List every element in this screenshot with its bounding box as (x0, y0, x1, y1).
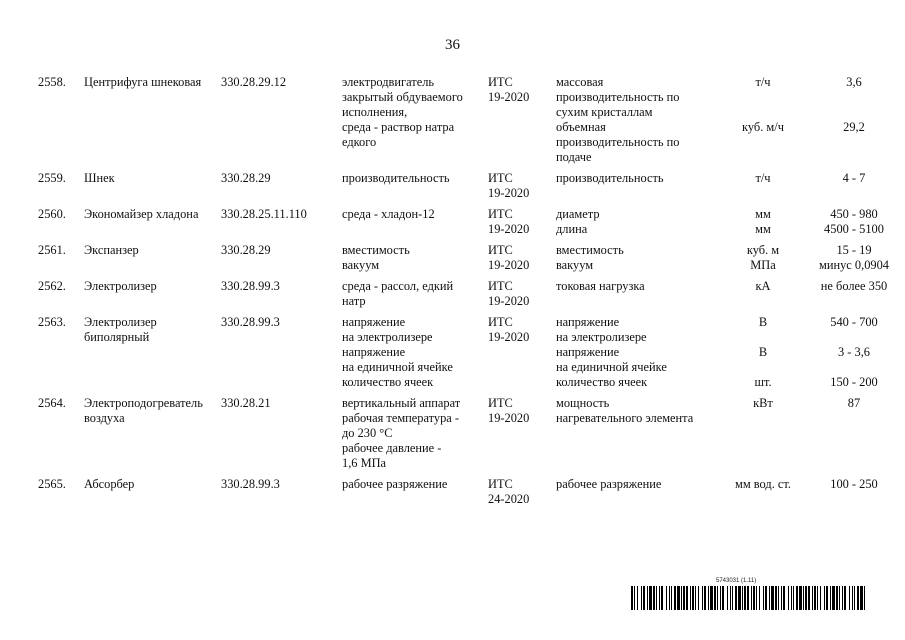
reference-doc-cell (488, 315, 556, 396)
parameter-unit-line (714, 330, 812, 345)
equipment-name-line: биполярный (84, 330, 150, 344)
equipment-name-cell (84, 315, 221, 396)
barcode-bar (765, 586, 767, 610)
parameter-unit-line: куб. м/ч (742, 120, 784, 134)
parameter-name-line: мощность (556, 396, 610, 410)
equipment-spec-cell (342, 171, 488, 207)
barcode-bar (677, 586, 680, 610)
parameter-name-line: количество ячеек (556, 375, 648, 389)
equipment-spec-line: вакуум (342, 258, 380, 272)
equipment-spec-line: вертикальный аппарат (342, 396, 461, 410)
parameter-value-line: 87 (847, 396, 861, 410)
reference-doc-line: ИТС (488, 171, 513, 185)
parameter-value-cell (812, 243, 896, 279)
parameter-unit-line (714, 150, 812, 165)
equipment-name-cell (84, 279, 221, 315)
barcode-bar (854, 586, 855, 610)
parameter-name-cell (556, 396, 714, 477)
barcode-bar (702, 586, 703, 610)
parameter-name-line: вакуум (556, 258, 594, 272)
reference-doc-line: ИТС (488, 315, 513, 329)
barcode-bar (695, 586, 696, 610)
parameter-unit-line: т/ч (755, 171, 771, 185)
equipment-spec-line: натр (342, 294, 366, 308)
barcode-bar (720, 586, 721, 610)
barcode-bar (744, 586, 746, 610)
barcode-bar (788, 586, 789, 610)
parameter-value-line: 4500 - 5100 (824, 222, 884, 236)
reference-doc-line: ИТС (488, 477, 513, 491)
equipment-spec-cell (342, 477, 488, 513)
equipment-code-line: 330.28.99.3 (221, 279, 280, 293)
equipment-spec-line: до 230 °C (342, 426, 393, 440)
parameter-name-line: производительность по (556, 90, 680, 104)
barcode-bar (778, 586, 779, 610)
equipment-spec-line: 1,6 МПа (342, 456, 387, 470)
equipment-name-cell (84, 207, 221, 243)
barcode-bar (722, 586, 724, 610)
parameter-value-cell (812, 171, 896, 207)
barcode-bar (674, 586, 676, 610)
barcode-bar (832, 586, 835, 610)
barcode-bar (735, 586, 737, 610)
equipment-name-cell (84, 477, 221, 513)
equipment-code-line: 330.28.21 (221, 396, 271, 410)
parameter-value-line: не более 350 (820, 279, 888, 293)
barcode-bar (805, 586, 807, 610)
parameter-unit-line: В (758, 315, 768, 329)
table-row (38, 315, 896, 396)
barcode-bar (683, 586, 685, 610)
barcode-bar (791, 586, 792, 610)
reference-doc-line: 19-2020 (488, 258, 530, 272)
barcode-bar (771, 586, 774, 610)
table-row (38, 477, 896, 513)
reference-doc-cell (488, 279, 556, 315)
barcode-bar (751, 586, 752, 610)
row-number-cell: 2560. (38, 207, 66, 221)
reference-doc-line: 19-2020 (488, 222, 530, 236)
parameter-value-cell (812, 477, 896, 513)
barcode-bar (756, 586, 757, 610)
equipment-code-cell (221, 243, 342, 279)
reference-doc-line: ИТС (488, 279, 513, 293)
parameter-unit-cell (714, 315, 812, 396)
barcode-bar (824, 586, 825, 610)
equipment-code-line: 330.28.99.3 (221, 477, 280, 491)
equipment-spec-line: рабочая температура - (342, 411, 460, 425)
parameter-unit-line (714, 105, 812, 120)
parameter-value-line (812, 360, 896, 375)
reference-doc-line: 19-2020 (488, 294, 530, 308)
parameter-value-line (812, 135, 896, 150)
equipment-code-cell (221, 171, 342, 207)
parameter-name-cell (556, 279, 714, 315)
barcode-bar (738, 586, 741, 610)
parameter-unit-cell (714, 75, 812, 171)
barcode-bar (769, 586, 770, 610)
barcode-bar (836, 586, 838, 610)
table-row (38, 243, 896, 279)
parameter-name-line: нагревательного элемента (556, 411, 694, 425)
parameter-value-cell (812, 207, 896, 243)
barcode-image (631, 586, 866, 610)
barcode-bar (763, 586, 764, 610)
parameter-name-cell (556, 171, 714, 207)
barcode-bar (759, 586, 760, 610)
barcode-bar (817, 586, 818, 610)
parameter-value-line: 3 - 3,6 (837, 345, 870, 359)
equipment-name-cell (84, 243, 221, 279)
parameter-name-line: подаче (556, 150, 592, 164)
reference-doc-line: 19-2020 (488, 330, 530, 344)
parameter-unit-line: мм вод. ст. (735, 477, 791, 491)
parameter-value-line: 150 - 200 (830, 375, 878, 389)
equipment-code-line: 330.28.29.12 (221, 75, 287, 89)
equipment-spec-line: рабочее давление - (342, 441, 442, 455)
parameter-name-line: рабочее разряжение (556, 477, 662, 491)
equipment-spec-cell (342, 207, 488, 243)
reference-doc-line: 19-2020 (488, 90, 530, 104)
reference-doc-cell (488, 477, 556, 513)
barcode-bar (686, 586, 688, 610)
barcode-bar (656, 586, 657, 610)
equipment-spec-line: рабочее разряжение (342, 477, 448, 491)
barcode-bar (849, 586, 850, 610)
barcode-bar (710, 586, 713, 610)
equipment-name-line: Абсорбер (84, 477, 135, 491)
equipment-spec-cell (342, 243, 488, 279)
parameter-value-line: 540 - 700 (830, 315, 878, 329)
parameter-name-line: токовая нагрузка (556, 279, 645, 293)
parameter-unit-line: кВт (753, 396, 773, 410)
page-number: 36 (445, 37, 460, 53)
parameter-value-line (812, 105, 896, 120)
row-number-cell: 2562. (38, 279, 66, 293)
equipment-spec-line: исполнения, (342, 105, 408, 119)
parameter-name-cell (556, 75, 714, 171)
reference-doc-cell (488, 396, 556, 477)
parameter-name-line: длина (556, 222, 588, 236)
parameter-unit-line: куб. м (746, 243, 780, 257)
reference-doc-line: 19-2020 (488, 186, 530, 200)
parameter-value-line (812, 330, 896, 345)
barcode-bar (641, 586, 642, 610)
equipment-name-line: Шнек (84, 171, 115, 185)
equipment-name-line: Экономайзер хладона (84, 207, 199, 221)
reference-doc-line: ИТС (488, 243, 513, 257)
equipment-spec-line: закрытый обдуваемого (342, 90, 463, 104)
parameter-name-line: напряжение (556, 345, 620, 359)
equipment-spec-line: напряжение (342, 315, 406, 329)
equipment-code-line: 330.28.29 (221, 171, 271, 185)
equipment-spec-line: вместимость (342, 243, 410, 257)
row-number-cell: 2565. (38, 477, 66, 491)
parameter-value-cell (812, 279, 896, 315)
parameter-unit-line: В (758, 345, 768, 359)
barcode-bar (803, 586, 804, 610)
reference-doc-line: ИТС (488, 75, 513, 89)
parameter-value-line: 4 - 7 (842, 171, 866, 185)
reference-doc-line: 24-2020 (488, 492, 530, 506)
barcode-bar (860, 586, 863, 610)
barcode-bar (666, 586, 667, 610)
parameter-value-line (812, 150, 896, 165)
barcode-bar (732, 586, 733, 610)
equipment-name-line: Электролизер (84, 315, 157, 329)
barcode-bar (634, 586, 635, 610)
barcode-bar (857, 586, 859, 610)
equipment-spec-line: на единичной ячейке (342, 360, 453, 374)
barcode-bar (631, 586, 633, 610)
equipment-spec-line: производительность (342, 171, 450, 185)
equipment-spec-cell (342, 315, 488, 396)
barcode-bar (844, 586, 846, 610)
equipment-spec-cell (342, 75, 488, 171)
table-row (38, 279, 896, 315)
parameter-value-cell (812, 315, 896, 396)
table-row (38, 75, 896, 171)
equipment-name-cell (84, 396, 221, 477)
parameter-value-line: 29,2 (843, 120, 865, 134)
parameter-value-line: 15 - 19 (836, 243, 872, 257)
barcode-bar (796, 586, 798, 610)
parameter-unit-cell (714, 396, 812, 477)
equipment-spec-line: едкого (342, 135, 377, 149)
equipment-code-cell (221, 207, 342, 243)
parameter-unit-cell (714, 243, 812, 279)
equipment-spec-line: среда - раствор натра (342, 120, 455, 134)
barcode-caption: 5743031 (1.11) (716, 578, 757, 584)
barcode-bar (698, 586, 699, 610)
parameter-unit-line (714, 90, 812, 105)
barcode-bar (820, 586, 821, 610)
barcode-bar (659, 586, 660, 610)
parameter-unit-line (714, 135, 812, 150)
row-number-cell: 2564. (38, 396, 66, 410)
barcode-bar (793, 586, 794, 610)
barcode-bar (812, 586, 813, 610)
parameter-name-line: производительность по (556, 135, 680, 149)
reference-doc-cell (488, 207, 556, 243)
row-number-cell: 2558. (38, 75, 66, 89)
barcode-bar (814, 586, 816, 610)
barcode-bar (692, 586, 694, 610)
barcode-bar (852, 586, 853, 610)
parameter-name-cell (556, 477, 714, 513)
table-row (38, 207, 896, 243)
equipment-code-cell (221, 477, 342, 513)
parameter-name-cell (556, 315, 714, 396)
barcode-bar (783, 586, 785, 610)
equipment-code-cell (221, 75, 342, 171)
barcode-bar (742, 586, 743, 610)
equipment-name-line: воздуха (84, 411, 125, 425)
barcode-bar (653, 586, 655, 610)
equipment-name-line: Электроподогреватель (84, 396, 203, 410)
equipment-code-line: 330.28.29 (221, 243, 271, 257)
barcode-bar (681, 586, 682, 610)
row-number-cell: 2563. (38, 315, 66, 329)
row-number-cell: 2561. (38, 243, 66, 257)
parameter-name-line: напряжение (556, 315, 620, 329)
parameter-name-line: производительность (556, 171, 664, 185)
barcode-bar (826, 586, 828, 610)
parameter-unit-line: кА (755, 279, 771, 293)
parameter-name-line: вместимость (556, 243, 624, 257)
barcode-bar (643, 586, 645, 610)
equipment-code-cell (221, 315, 342, 396)
parameter-unit-line: т/ч (755, 75, 771, 89)
barcode-bar (649, 586, 652, 610)
equipment-spec-line: электродвигатель (342, 75, 435, 89)
equipment-spec-line: на электролизере (342, 330, 433, 344)
parameter-name-line: массовая (556, 75, 604, 89)
barcode-bar (661, 586, 663, 610)
barcode-bar (753, 586, 755, 610)
barcode-bar (708, 586, 709, 610)
parameter-unit-line: МПа (750, 258, 776, 272)
table-row (38, 171, 896, 207)
barcode-bar (864, 586, 865, 610)
barcode-bar (714, 586, 716, 610)
parameter-unit-line: мм (755, 222, 771, 236)
equipment-spec-cell (342, 396, 488, 477)
reference-doc-cell (488, 75, 556, 171)
barcode-bar (647, 586, 648, 610)
parameter-value-line: 450 - 980 (830, 207, 878, 221)
barcode-bar (839, 586, 840, 610)
parameter-name-line: диаметр (556, 207, 600, 221)
barcode-bar (669, 586, 670, 610)
parameter-value-cell (812, 396, 896, 477)
parameter-value-line: минус 0,0904 (819, 258, 889, 272)
row-number-cell: 2559. (38, 171, 66, 185)
reference-doc-line: 19-2020 (488, 411, 530, 425)
barcode-bar (704, 586, 706, 610)
barcode-bar (637, 586, 638, 610)
parameter-unit-cell (714, 477, 812, 513)
parameter-unit-line: шт. (754, 375, 772, 389)
reference-doc-cell (488, 243, 556, 279)
equipment-name-cell (84, 75, 221, 171)
barcode-bar (842, 586, 843, 610)
equipment-name-line: Центрифуга шнековая (84, 75, 202, 89)
barcode-bar (730, 586, 731, 610)
parameter-value-line (812, 90, 896, 105)
barcode-bar (727, 586, 728, 610)
parameter-name-cell (556, 207, 714, 243)
parameter-name-line: объемная (556, 120, 606, 134)
barcode-bar (781, 586, 782, 610)
barcode-bar (830, 586, 831, 610)
parameter-unit-cell (714, 207, 812, 243)
barcode-bar (775, 586, 777, 610)
barcode-bar (717, 586, 718, 610)
barcode-bar (799, 586, 802, 610)
parameter-name-cell (556, 243, 714, 279)
parameter-value-line: 3,6 (846, 75, 862, 89)
parameter-value-cell (812, 75, 896, 171)
parameter-unit-line: мм (755, 207, 771, 221)
equipment-name-line: Электролизер (84, 279, 157, 293)
equipment-spec-line: напряжение (342, 345, 406, 359)
equipment-code-cell (221, 396, 342, 477)
equipment-spec-line: количество ячеек (342, 375, 434, 389)
parameter-unit-cell (714, 171, 812, 207)
parameter-name-line: сухим кристаллам (556, 105, 653, 119)
table-row (38, 396, 896, 477)
equipment-spec-line: среда - рассол, едкий (342, 279, 454, 293)
parameter-value-line: 100 - 250 (830, 477, 878, 491)
equipment-code-line: 330.28.25.11.110 (221, 207, 307, 221)
barcode-bar (808, 586, 810, 610)
equipment-name-line: Экспанзер (84, 243, 139, 257)
equipment-table (38, 75, 896, 513)
equipment-spec-line: среда - хладон-12 (342, 207, 435, 221)
barcode-bar (671, 586, 672, 610)
equipment-code-cell (221, 279, 342, 315)
parameter-name-line: на единичной ячейке (556, 360, 667, 374)
parameter-unit-cell (714, 279, 812, 315)
equipment-spec-cell (342, 279, 488, 315)
equipment-name-cell (84, 171, 221, 207)
barcode-bar (747, 586, 749, 610)
reference-doc-line: ИТС (488, 207, 513, 221)
parameter-name-line: на электролизере (556, 330, 647, 344)
reference-doc-cell (488, 171, 556, 207)
barcode-bar (690, 586, 691, 610)
equipment-code-line: 330.28.99.3 (221, 315, 280, 329)
reference-doc-line: ИТС (488, 396, 513, 410)
parameter-unit-line (714, 360, 812, 375)
table-body (38, 75, 896, 513)
